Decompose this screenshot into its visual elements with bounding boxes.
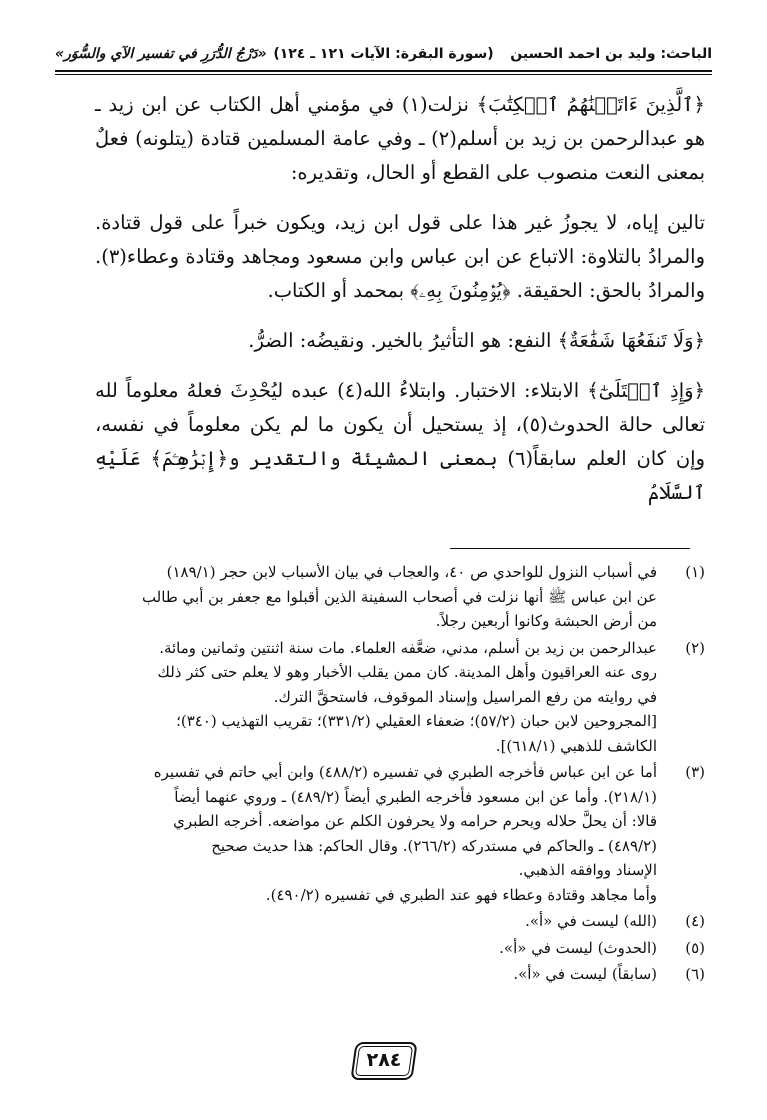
main-text [95, 88, 705, 526]
footnote-line: قالا: أن يحلَّ حلاله ويحرم حرامه ولا يحرفون الكلم عن مواضعه. أخرجه الطبري [173, 812, 657, 830]
header-rule [55, 70, 712, 72]
footnote [95, 909, 705, 934]
footnote-number: (٦) [685, 965, 705, 983]
footnote-number: (٥) [685, 938, 705, 957]
page-number: ٢٨٤ [366, 1049, 402, 1071]
footnote-line: الإسناد ووافقه الذهبي. [518, 861, 657, 879]
footnote-line: في أسباب النزول للواحدي ص ٤٠، والعجاب في بيان الأسباب لابن حجر (١٨٩/١) [166, 563, 657, 581]
footnote-line: (سابقاً) ليست في «أ». [513, 965, 657, 983]
paragraph: ﴿وَلَا تَنفَعُهَا شَفَٰعَةٌ﴾ النفع: هو التأثيرُ بالخير. ونقيضُه: الضرُّ. [248, 329, 705, 352]
footnote-line: (٤٨٩/٢) ـ والحاكم في مستدركه (٢٦٦/٢). وقال الحاكم: هذا حديث صحيح [211, 836, 657, 855]
footnote-line: الكاشف للذهبي (٦١٨/١)]. [495, 736, 657, 755]
header-author: الباحث: وليد بن احمد الحسين [510, 46, 712, 62]
footnote-line: (الحدوث) ليست في «أ». [499, 938, 657, 957]
footnote [95, 636, 705, 759]
paragraph: تالين إياه، لا يجوزُ غير هذا على قول ابن زيد، ويكون خبراً على قول قتادة. والمرادُ بالتلاوة: الاتباع عن ابن عباس وابن مسعود ومجاهد وقتادة وعطاء(٣). والمرادُ بالحق: الحقيقة. ﴿يُؤۡمِنُونَ بِهِۦ﴾ بمحمد أو الكتاب. [95, 211, 705, 302]
footnote-number: (١) [685, 563, 705, 581]
footnote-line: (الله) ليست في «أ». [525, 912, 657, 930]
footnote [95, 560, 705, 634]
footnote-line: روى عنه العراقيون وأهل المدينة. كان ممن يقلب الأخبار وهو لا يعلم حتى كثر ذلك [157, 663, 657, 681]
page-number-ornament [353, 1042, 415, 1080]
footnotes [95, 560, 705, 989]
footnote-line: في روايته من رفع المراسيل وإسناد الموقوف، فاستحقَّ الترك. [273, 687, 657, 706]
footnote-number: (٤) [685, 912, 705, 930]
footnote-line: وأما مجاهد وقتادة وعطاء فهو عند الطبري في تفسيره (٤٩٠/٢). [265, 885, 657, 904]
footnote [95, 760, 705, 907]
footnote-line: أما عن ابن عباس فأخرجه الطبري في تفسيره (٤٨٨/٢) وابن أبي حاتم في تفسيره [153, 763, 657, 781]
footnote-line: من أرض الحبشة وكانوا أربعين رجلاً. [435, 612, 657, 630]
header-rule-thin [55, 74, 712, 75]
footnote-line: عن ابن عباس ﷺ أنها نزلت في أصحاب السفينة الذين أقبلوا مع جعفر بن أبي طالب [141, 587, 657, 606]
footnote [95, 936, 705, 961]
footnote [95, 962, 705, 987]
footnote-line: (٢١٨/١). وأما عن ابن مسعود فأخرجه الطبري أيضاً (٤٨٩/٢) ـ وروي عنهما أيضاً [174, 787, 657, 806]
running-header [55, 42, 712, 68]
header-book-title: «دَرْجُ الدُّرَرِ في تفسير الآي والسُّوَر» [55, 46, 267, 62]
footnote-number: (٢) [685, 638, 705, 657]
footnote-separator [450, 548, 690, 549]
paragraph: ﴿ٱلَّذِينَ ءَاتَيۡنَٰهُمُ ٱلۡكِتَٰبَ﴾ نزلت(١) في مؤمني أهل الكتاب عن ابن زيد ـ هو عبدالرحمن بن زيد بن أسلم(٢) ـ وفي عامة المسلمين قتادة (يتلونه) فعلٌ بمعنى النعت منصوب على القطع أو الحال، وتقديره: [95, 93, 705, 184]
footnote-line: عبدالرحمن بن زيد بن أسلم، مدني، ضعَّفه العلماء. مات سنة اثنتين وثمانين ومائة. [159, 638, 657, 657]
paragraph: ﴿وَإِذِ ٱبۡتَلَىٰٓ﴾ الابتلاء: الاختبار. وابتلاءُ الله(٤) عبده ليُحْدِثَ فعلهُ معلوماً لله تعالى حالة الحدوث(٥)، إذ يستحيل أن يكون ما لم يكن معلوماً في نفسه، وإن كان العلم سابقاً(٦) بمعنى المشيئة والتقدير و﴿إِبۡرَٰهِـۧمَ﴾ عَلَيْهِ ٱلسَّلَامُ [95, 379, 706, 504]
header-section: (سورة البقرة: الآيات ١٢١ ـ ١٢٤) [273, 46, 494, 62]
footnote-line: [المجروحين لابن حبان (٥٧/٢)؛ ضعفاء العقيلي (٣٣١/٢)؛ تقريب التهذيب (٣٤٠)؛ [176, 712, 657, 730]
footnote-number: (٣) [685, 763, 705, 781]
